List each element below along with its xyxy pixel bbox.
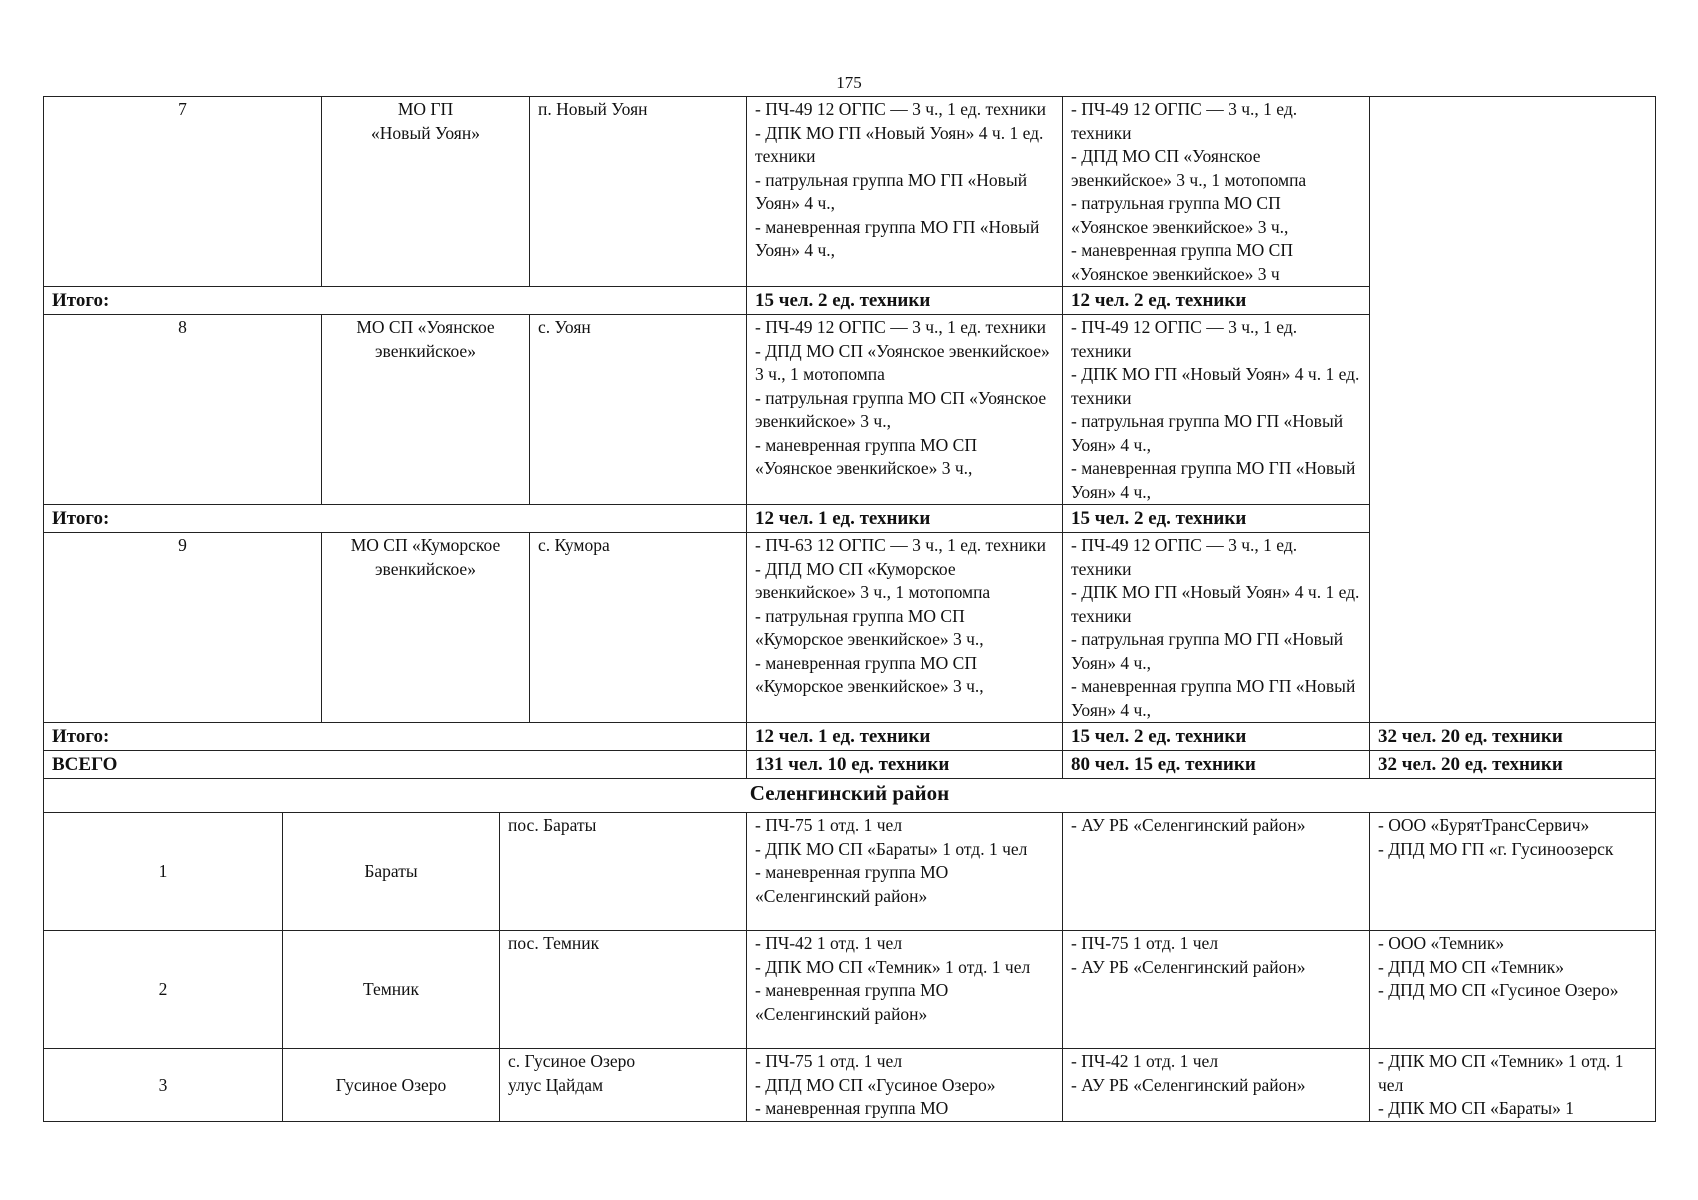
locality-name: Гусиное Озеро [283,1049,500,1122]
backup-forces-cell: - ПЧ-49 12 ОГПС — 3 ч., 1 ед. техники - ДПК МО ГП «Новый Уоян» 4 ч. 1 ед. техники - патрульная группа МО ГП «Новый Уоян» 4 ч., - маневренная группа МО ГП «Новый Уоян» 4 ч., [1071,535,1360,720]
primary-forces-cell: - ПЧ-75 1 отд. 1 чел - ДПД МО СП «Гусиное Озеро» - маневренная группа МО [755,1051,996,1118]
subtotal-label: Итого: [44,287,747,315]
reserve-forces-cell: - ДПК МО СП «Темник» 1 отд. 1 чел - ДПК МО СП «Бараты» 1 [1378,1051,1624,1118]
settlement-cell: п. Новый Уоян [530,97,747,287]
reserve-forces-cell [1370,97,1656,723]
table-row [44,1049,1656,1122]
grand-total-reserve: 32 чел. 20 ед. техники [1370,751,1656,779]
table-row [44,931,1656,1049]
subtotal-primary: 12 чел. 1 ед. техники [747,723,1063,751]
backup-forces-cell: - ПЧ-75 1 отд. 1 чел - АУ РБ «Селенгинский район» [1071,933,1306,977]
district-title: Селенгинский район [44,779,1656,813]
row-number: 1 [44,813,283,931]
settlement-cell: с. Гусиное Озеро улус Цайдам [508,1051,636,1095]
subtotal-reserve: 32 чел. 20 ед. техники [1370,723,1656,751]
subtotal-backup: 12 чел. 2 ед. техники [1063,287,1370,315]
row-number: 9 [44,533,322,723]
reserve-forces-cell: - ООО «Темник» - ДПД МО СП «Темник» - ДПД МО СП «Гусиное Озеро» [1378,933,1619,1000]
primary-forces-cell: - ПЧ-42 1 отд. 1 чел - ДПК МО СП «Темник» 1 отд. 1 чел - маневренная группа МО «Селенгинский район» [755,933,1031,1024]
municipality-cell: МО СП «Уоянское эвенкийское» [322,315,530,505]
row-number: 3 [44,1049,283,1122]
subtotal-label: Итого: [44,505,747,533]
district-header-row [44,779,1656,813]
grand-total-label: ВСЕГО [44,751,747,779]
settlement-cell: пос. Темник [508,933,600,953]
district-table [43,778,1656,1122]
settlement-cell: с. Кумора [530,533,747,723]
row-number: 8 [44,315,322,505]
backup-forces-cell: - АУ РБ «Селенгинский район» [1071,815,1306,835]
backup-forces-cell: - ПЧ-49 12 ОГПС — 3 ч., 1 ед. техники - ДПК МО ГП «Новый Уоян» 4 ч. 1 ед. техники - патрульная группа МО ГП «Новый Уоян» 4 ч., - маневренная группа МО ГП «Новый Уоян» 4 ч., [1071,317,1360,502]
backup-forces-cell: - ПЧ-49 12 ОГПС — 3 ч., 1 ед. техники - ДПД МО СП «Уоянское эвенкийское» 3 ч., 1 мотопомпа - патрульная группа МО СП «Уоянское эвенкийское» 3 ч., - маневренная группа МО СП «Уоянское эвенкийское» 3 ч [1071,99,1307,284]
subtotal-backup: 15 чел. 2 ед. техники [1063,723,1370,751]
page-number: 175 [836,73,862,92]
settlement-cell: пос. Бараты [508,815,597,835]
primary-forces-cell: - ПЧ-49 12 ОГПС — 3 ч., 1 ед. техники - ДПК МО ГП «Новый Уоян» 4 ч. 1 ед. техники - патрульная группа МО ГП «Новый Уоян» 4 ч., - маневренная группа МО ГП «Новый Уоян» 4 ч., [755,99,1047,260]
subtotal-primary: 15 чел. 2 ед. техники [747,287,1063,315]
grand-total-row [44,751,1656,779]
backup-forces-cell: - ПЧ-42 1 отд. 1 чел - АУ РБ «Селенгинский район» [1071,1051,1306,1095]
locality-name: Темник [283,931,500,1049]
reserve-forces-cell: - ООО «БурятТрансСервич» - ДПД МО ГП «г. Гусиноозерск [1378,815,1614,859]
municipality-cell: МО СП «Куморское эвенкийское» [322,533,530,723]
grand-total-backup: 80 чел. 15 ед. техники [1063,751,1370,779]
row-number: 7 [44,97,322,287]
subtotal-primary: 12 чел. 1 ед. техники [747,505,1063,533]
settlement-cell: с. Уоян [530,315,747,505]
municipality-cell: МО ГП «Новый Уоян» [371,99,480,143]
table-row [44,813,1656,931]
subtotal-label: Итого: [44,723,747,751]
forces-table [43,96,1656,779]
locality-name: Бараты [283,813,500,931]
subtotal-row [44,723,1656,751]
primary-forces-cell: - ПЧ-63 12 ОГПС — 3 ч., 1 ед. техники - ДПД МО СП «Куморское эвенкийское» 3 ч., 1 мотопомпа - патрульная группа МО СП «Куморское эвенкийское» 3 ч., - маневренная группа МО СП «Куморское эвенкийское» 3 ч., [755,535,1047,696]
grand-total-primary: 131 чел. 10 ед. техники [747,751,1063,779]
table-row [44,97,1656,287]
row-number: 2 [44,931,283,1049]
subtotal-backup: 15 чел. 2 ед. техники [1063,505,1370,533]
primary-forces-cell: - ПЧ-49 12 ОГПС — 3 ч., 1 ед. техники - ДПД МО СП «Уоянское эвенкийское» 3 ч., 1 мотопомпа - патрульная группа МО СП «Уоянское эвенкийское» 3 ч., - маневренная группа МО СП «Уоянское эвенкийское» 3 ч., [755,317,1050,478]
primary-forces-cell: - ПЧ-75 1 отд. 1 чел - ДПК МО СП «Бараты» 1 отд. 1 чел - маневренная группа МО «Селенгинский район» [755,815,1028,906]
